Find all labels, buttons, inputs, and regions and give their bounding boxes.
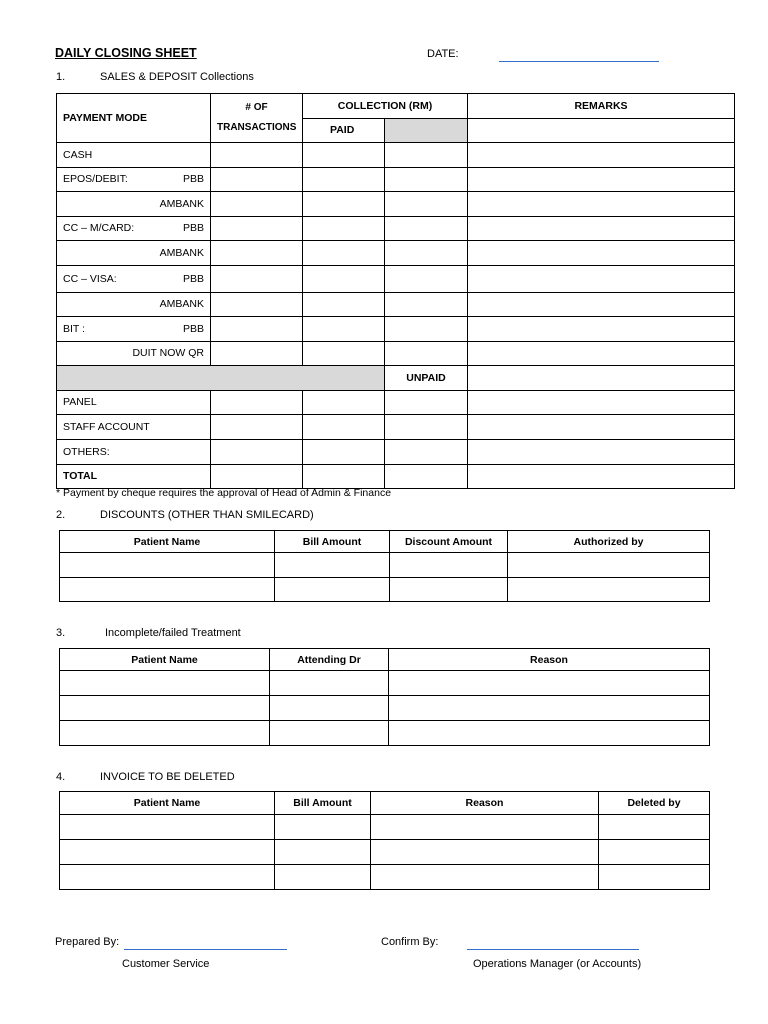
cheque-note: * Payment by cheque requires the approval of Head of Admin & Finance — [56, 487, 392, 499]
header-transactions-line1: # OF — [245, 102, 268, 113]
section-4-number: 4. — [56, 771, 66, 783]
row-panel: PANEL — [57, 390, 211, 415]
header-remarks: REMARKS — [468, 94, 735, 119]
cell[interactable] — [468, 292, 735, 317]
cell[interactable] — [211, 241, 303, 266]
cell[interactable] — [385, 241, 468, 266]
row-cash: CASH — [57, 143, 211, 168]
cell[interactable] — [468, 317, 735, 342]
cell[interactable] — [303, 143, 385, 168]
prepared-by-label: Prepared By: — [55, 936, 120, 948]
cell[interactable] — [385, 216, 468, 241]
cell[interactable] — [468, 464, 735, 489]
col-authorized-by: Authorized by — [508, 531, 710, 553]
col-bill-amount: Bill Amount — [275, 792, 371, 815]
row-cc-visa-ambank: AMBANK — [57, 292, 211, 317]
cell[interactable] — [211, 439, 303, 464]
prepared-by-role: Customer Service — [122, 958, 210, 970]
section-2-title: DISCOUNTS (OTHER THAN SMILECARD) — [100, 509, 314, 521]
section-1-number: 1. — [56, 71, 66, 83]
row-duit-now: DUIT NOW QR — [57, 341, 211, 366]
row-others: OTHERS: — [57, 439, 211, 464]
header-unpaid: UNPAID — [385, 366, 468, 391]
cell[interactable] — [270, 721, 389, 746]
cell[interactable] — [385, 415, 468, 440]
header-grey-cell — [385, 118, 468, 143]
cell[interactable] — [508, 578, 710, 602]
col-deleted-by: Deleted by — [599, 792, 710, 815]
col-patient-name: Patient Name — [60, 792, 275, 815]
col-bill-amount: Bill Amount — [275, 531, 390, 553]
cell[interactable] — [371, 865, 599, 890]
sales-deposit-table — [56, 93, 735, 489]
cell[interactable] — [60, 840, 275, 865]
cell[interactable] — [390, 553, 508, 578]
cell[interactable] — [270, 671, 389, 696]
cell[interactable] — [303, 192, 385, 217]
cell[interactable] — [468, 241, 735, 266]
row-cc-visa-label: CC – VISA: — [63, 272, 117, 285]
cell[interactable] — [385, 292, 468, 317]
date-label: DATE: — [427, 48, 459, 60]
col-reason: Reason — [389, 649, 710, 671]
confirm-by-field[interactable] — [467, 949, 639, 950]
row-total: TOTAL — [57, 464, 211, 489]
cell[interactable] — [468, 390, 735, 415]
cell[interactable] — [468, 167, 735, 192]
cell[interactable] — [468, 143, 735, 168]
row-staff-account: STAFF ACCOUNT — [57, 415, 211, 440]
cell[interactable] — [389, 696, 710, 721]
section-4-title: INVOICE TO BE DELETED — [100, 771, 235, 783]
cell[interactable] — [303, 317, 385, 342]
col-patient-name: Patient Name — [60, 531, 275, 553]
cell[interactable] — [468, 216, 735, 241]
cell[interactable] — [211, 390, 303, 415]
cell[interactable] — [270, 696, 389, 721]
cell[interactable] — [385, 341, 468, 366]
cell[interactable] — [468, 341, 735, 366]
discounts-table — [59, 530, 710, 602]
row-epos-pbb: PBB — [182, 173, 204, 186]
cell[interactable] — [385, 317, 468, 342]
cell[interactable] — [211, 317, 303, 342]
cell[interactable] — [303, 341, 385, 366]
cell[interactable] — [211, 415, 303, 440]
cell[interactable] — [60, 865, 275, 890]
cell[interactable] — [211, 216, 303, 241]
cell[interactable] — [60, 578, 275, 602]
cell[interactable] — [303, 464, 385, 489]
cell[interactable] — [303, 439, 385, 464]
row-cc-mcard-label: CC – M/CARD: — [63, 222, 135, 235]
date-field[interactable] — [499, 61, 659, 62]
cell[interactable] — [303, 265, 385, 292]
row-cc-visa-pbb: PBB — [182, 272, 204, 285]
col-reason: Reason — [371, 792, 599, 815]
cell[interactable] — [385, 143, 468, 168]
confirm-by-role: Operations Manager (or Accounts) — [473, 958, 642, 970]
page-title: DAILY CLOSING SHEET — [55, 46, 197, 60]
section-1-title: SALES & DEPOSIT Collections — [100, 71, 254, 83]
cell[interactable] — [211, 464, 303, 489]
cell[interactable] — [60, 671, 270, 696]
header-transactions-line2: TRANSACTIONS — [217, 122, 297, 133]
section-3-title: Incomplete/failed Treatment — [105, 627, 241, 639]
cell[interactable] — [385, 265, 468, 292]
cell[interactable] — [275, 865, 371, 890]
cell[interactable] — [303, 167, 385, 192]
row-epos-label: EPOS/DEBIT: — [63, 173, 128, 186]
row-bit-pbb: PBB — [182, 322, 204, 335]
cell[interactable] — [468, 415, 735, 440]
cell[interactable] — [211, 167, 303, 192]
cell[interactable] — [385, 167, 468, 192]
col-attending-dr: Attending Dr — [270, 649, 389, 671]
header-paid: PAID — [303, 118, 385, 143]
cell[interactable] — [468, 366, 735, 391]
cell[interactable] — [211, 292, 303, 317]
cell[interactable] — [303, 216, 385, 241]
header-collection: COLLECTION (RM) — [303, 94, 468, 119]
cell[interactable] — [385, 390, 468, 415]
cell[interactable] — [385, 464, 468, 489]
col-patient-name: Patient Name — [60, 649, 270, 671]
remarks-cell[interactable] — [468, 118, 735, 143]
cell[interactable] — [389, 671, 710, 696]
section-2-number: 2. — [56, 509, 66, 521]
cell[interactable] — [303, 415, 385, 440]
cell[interactable] — [211, 341, 303, 366]
cell[interactable] — [303, 292, 385, 317]
unpaid-grey-band — [57, 366, 385, 391]
invoice-delete-table — [59, 791, 710, 890]
cell[interactable] — [211, 143, 303, 168]
confirm-by-label: Confirm By: — [381, 936, 439, 948]
cell[interactable] — [275, 815, 371, 840]
header-payment-mode: PAYMENT MODE — [57, 94, 211, 143]
incomplete-treatment-table — [59, 648, 710, 746]
cell[interactable] — [211, 192, 303, 217]
col-discount-amount: Discount Amount — [390, 531, 508, 553]
cell[interactable] — [508, 553, 710, 578]
cell[interactable] — [60, 553, 275, 578]
cell[interactable] — [60, 721, 270, 746]
cell[interactable] — [468, 192, 735, 217]
cell[interactable] — [390, 578, 508, 602]
cell[interactable] — [385, 192, 468, 217]
header-transactions — [211, 94, 303, 143]
cell[interactable] — [211, 265, 303, 292]
cell[interactable] — [385, 439, 468, 464]
cell[interactable] — [468, 265, 735, 292]
row-cc-visa — [57, 265, 211, 292]
section-3-number: 3. — [56, 627, 66, 639]
prepared-by-field[interactable] — [124, 949, 287, 950]
cell[interactable] — [468, 439, 735, 464]
cell[interactable] — [389, 721, 710, 746]
cell[interactable] — [371, 840, 599, 865]
row-epos — [57, 167, 211, 192]
cell[interactable] — [275, 578, 390, 602]
cell[interactable] — [303, 241, 385, 266]
cell[interactable] — [60, 696, 270, 721]
row-epos-ambank: AMBANK — [57, 192, 211, 217]
row-bit — [57, 317, 211, 342]
row-cc-mcard-ambank: AMBANK — [57, 241, 211, 266]
cell[interactable] — [599, 840, 710, 865]
cell[interactable] — [275, 840, 371, 865]
cell[interactable] — [60, 815, 275, 840]
cell[interactable] — [303, 390, 385, 415]
cell[interactable] — [371, 815, 599, 840]
row-cc-mcard-pbb: PBB — [182, 222, 204, 235]
row-cc-mcard — [57, 216, 211, 241]
cell[interactable] — [275, 553, 390, 578]
cell[interactable] — [599, 865, 710, 890]
cell[interactable] — [599, 815, 710, 840]
row-bit-label: BIT : — [63, 322, 85, 335]
